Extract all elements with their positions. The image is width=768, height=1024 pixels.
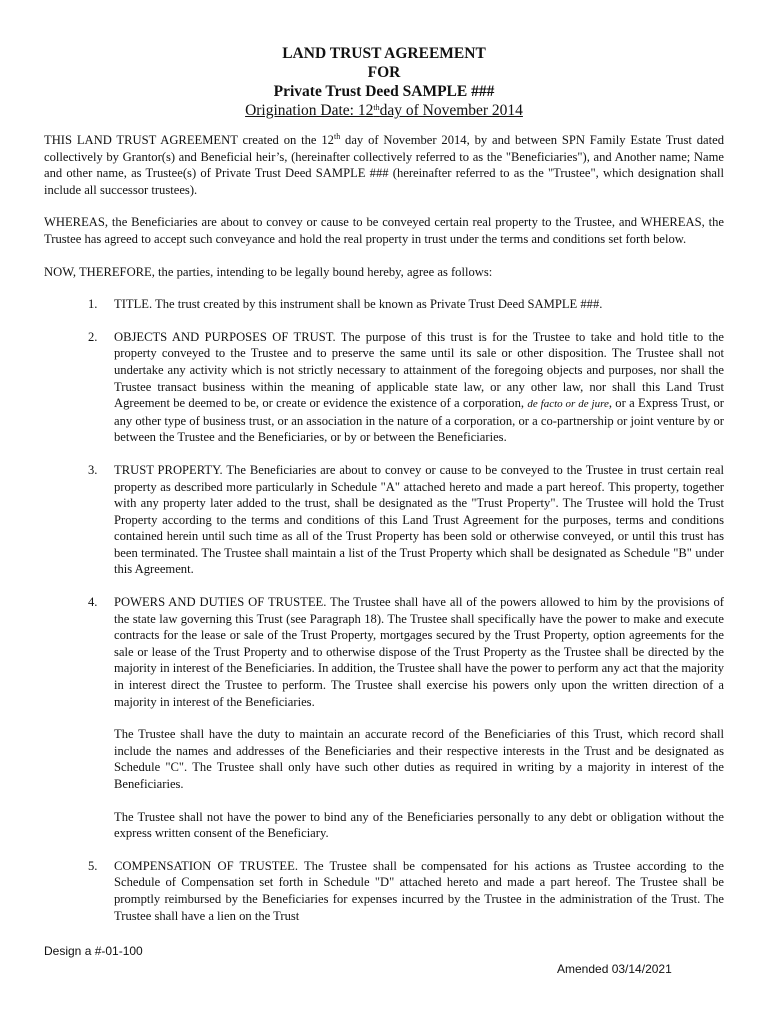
section-text: TITLE. The trust created by this instrument shall be known as Private Trust Deed SAMPLE ###. xyxy=(114,297,603,312)
section-2-italic: de facto or de jure xyxy=(527,398,609,411)
section-number: 4. xyxy=(88,595,98,610)
origination-date xyxy=(0,101,768,120)
section-number: 3. xyxy=(88,462,98,477)
document-title: LAND TRUST AGREEMENT xyxy=(282,45,486,62)
section-text-duty: The Trustee shall have the duty to maintain an accurate record of the Beneficiaries of this Trust, which record shall include the names and addresses of the Beneficiaries and their respective interests in the Trust and be designated as Schedule "C". The Trustee shall only have such other duties as required in writing by a majority in interest of the Beneficiaries. xyxy=(114,727,724,791)
section-text: TRUST PROPERTY. The Beneficiaries are about to convey or cause to be conveyed to the Trustee in trust certain real property as described more particularly in Schedule "A" attached hereto and made a part hereof. This property, together with any property later added to the trust, shall be designated as the "Trust Property". The Trustee will hold the Trust Property according to the terms and conditions of this Land Trust Agreement for the purposes, terms and conditions contained herein until such time as all of the Trust Property has been sold or otherwise conveyed, or until this trust has been terminated. The Trustee shall maintain a list of the Trust Property which shall be designated as Schedule "B" under this Agreement. xyxy=(114,462,724,577)
section-text: COMPENSATION OF TRUSTEE. The Trustee shall be compensated for his actions as Trustee according to the Schedule of Compensation set forth in Schedule "D" attached hereto and made a part hereof. The Trustee shall be promptly reimbursed by the Beneficiaries for expenses incurred by the Trustee in the administration of the Trust. The Trustee shall have a lien on the Trust xyxy=(114,858,724,923)
section-text: POWERS AND DUTIES OF TRUSTEE. The Trustee shall have all of the powers allowed to him by the provisions of the state law governing this Trust (see Paragraph 18). The Trustee shall specifically have the power to make and execute contracts for the lease or sale of the Trust Property, mortgages secured by the Trust Property, option agreements for the sale or lease of the Trust Property and to otherwise dispose of the Trust Property as the Trustee shall be directed by the majority in interest of the Beneficiaries. In addition, the Trustee shall have the power to perform any act that the majority in interest direct the Trustee to perform. The Trustee shall exercise his powers only upon the written direction of a majority in interest of the Beneficiaries. xyxy=(114,595,724,709)
footer-amended-date: Amended 03/14/2021 xyxy=(557,962,672,976)
whereas-paragraph: WHEREAS, the Beneficiaries are about to convey or cause to be conveyed certain real property to the Trustee, and WHEREAS, the Trustee has agreed to accept such conveyance and hold the real property in trust under the terms and conditions set forth below. xyxy=(44,215,724,246)
section-3 xyxy=(44,462,724,578)
section-2-text-b: , or a Express Trust, or any other type of business trust, or an association in the nature of a corporation, or a co-partnership or joint venture by or between the Trustee and the Beneficiaries, or by or between the Beneficiaries. xyxy=(114,396,724,445)
footer-design-code: Design a #-01-100 xyxy=(44,944,143,958)
section-number: 5. xyxy=(88,858,98,873)
section-text-bind: The Trustee shall not have the power to bind any of the Beneficiaries personally to any debt or obligation without the express written consent of the Beneficiary. xyxy=(114,809,724,841)
intro-text-a: THIS LAND TRUST AGREEMENT created on the 12 xyxy=(44,133,334,147)
deed-name: Private Trust Deed SAMPLE ### xyxy=(273,83,495,100)
intro-sup: th xyxy=(333,132,341,141)
section-number: 2. xyxy=(88,329,98,344)
section-text xyxy=(114,329,724,446)
origination-date-suffix: day of November 2014 xyxy=(379,102,523,119)
section-2 xyxy=(44,329,724,446)
section-5 xyxy=(44,858,724,924)
section-1 xyxy=(44,296,724,313)
section-number: 1. xyxy=(88,297,98,312)
section-4 xyxy=(44,594,724,842)
intro-text-b: day of November 2014, by and between SPN Family Estate Trust dated collectively by Grantor(s) and Beneficial heir’s, (hereinafter collectively referred to as the "Beneficiaries"), and Another name; Name and other name, as Trustee(s) of Private Trust Deed SAMPLE ### (hereinafter referred to as the "Trustee", which designation shall include all successor trustees). xyxy=(44,133,724,197)
agreement-body xyxy=(44,132,724,940)
intro-paragraph xyxy=(44,132,724,198)
title-for: FOR xyxy=(367,64,401,81)
now-therefore-paragraph: NOW, THEREFORE, the parties, intending to be legally bound hereby, agree as follows: xyxy=(44,264,493,279)
origination-date-prefix: Origination Date: 12 xyxy=(245,102,374,119)
origination-date-sup: th xyxy=(373,103,380,112)
title-block xyxy=(0,44,768,120)
section-2-text-a: OBJECTS AND PURPOSES OF TRUST. The purpose of this trust is for the Trustee to take and hold title to the property conveyed to the Trustee and to preserve the same until its sale or other disposition. The Trustee shall not undertake any activity which is not strictly necessary to attainment of the foregoing objects and purposes, nor shall the Trustee transact business within the meaning of applicable state law, or any other law, nor shall this Land Trust Agreement be deemed to be, or create or evidence the existence of a corporation, xyxy=(114,329,724,411)
